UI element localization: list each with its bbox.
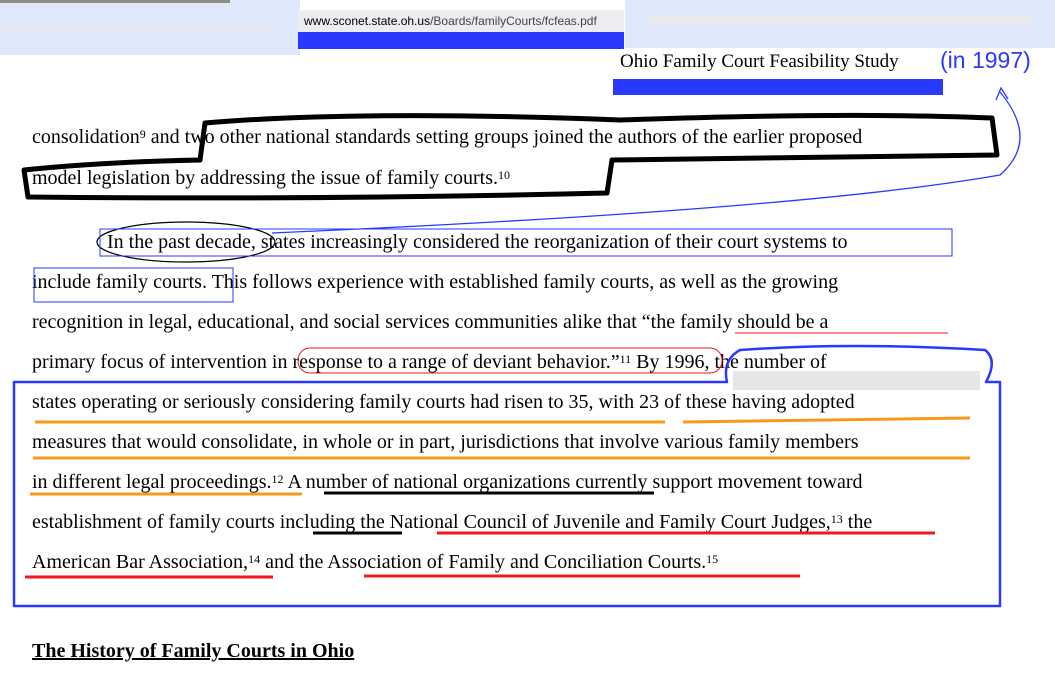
- url-host: www.sconet.state.oh.us: [304, 14, 431, 28]
- text-line-1: consolidation$^9$ and two other national standards setting groups joined the authors of the earlier proposed: [32, 126, 863, 148]
- text-line-7: states operating or seriously considering family courts had risen to 35, with 23 of these having adopted: [32, 391, 855, 413]
- black-marker-outline: [24, 115, 997, 197]
- blue-highlight-box: [14, 346, 1000, 606]
- blue-arrow-curve: [272, 92, 1020, 233]
- text-line-8: measures that would consolidate, in whole or in part, jurisdictions that involve various family members: [32, 431, 859, 453]
- red-thin-box: [298, 348, 722, 373]
- document-title: Ohio Family Court Feasibility Study: [620, 51, 899, 72]
- url-path: /Boards/familyCourts/fcfeas.pdf: [430, 14, 597, 28]
- text-line-4: include family courts. This follows experience with established family courts, as well as the growing: [32, 271, 839, 293]
- handwritten-year-note: (in 1997): [940, 47, 1031, 73]
- text-line-6: primary focus of intervention in response to a range of deviant behavior.”$^{11}$ By 1996, the number of: [32, 351, 827, 373]
- blue-thin-box-2: [34, 268, 233, 302]
- text-line-3: In the past decade, states increasingly considered the reorganization of their court systems to: [107, 231, 848, 253]
- section-heading: The History of Family Courts in Ohio: [32, 640, 355, 662]
- text-line-2: model legislation by addressing the issue of family courts.$^{10}$: [32, 167, 511, 189]
- text-line-9: in different legal proceedings.$^{12}$ A number of national organizations currently support movement toward: [32, 471, 863, 493]
- blue-thin-box-1: [100, 229, 952, 256]
- orange-underline-2: [683, 418, 970, 422]
- text-line-10: establishment of family courts including the National Council of Juvenile and Family Court Judges,$^{13}$ the: [32, 511, 873, 533]
- text-line-5: recognition in legal, educational, and social services communities alike that “the family should be a: [32, 311, 829, 333]
- text-line-11: American Bar Association,$^{14}$ and the Association of Family and Conciliation Courts.$^{15}$: [32, 551, 719, 573]
